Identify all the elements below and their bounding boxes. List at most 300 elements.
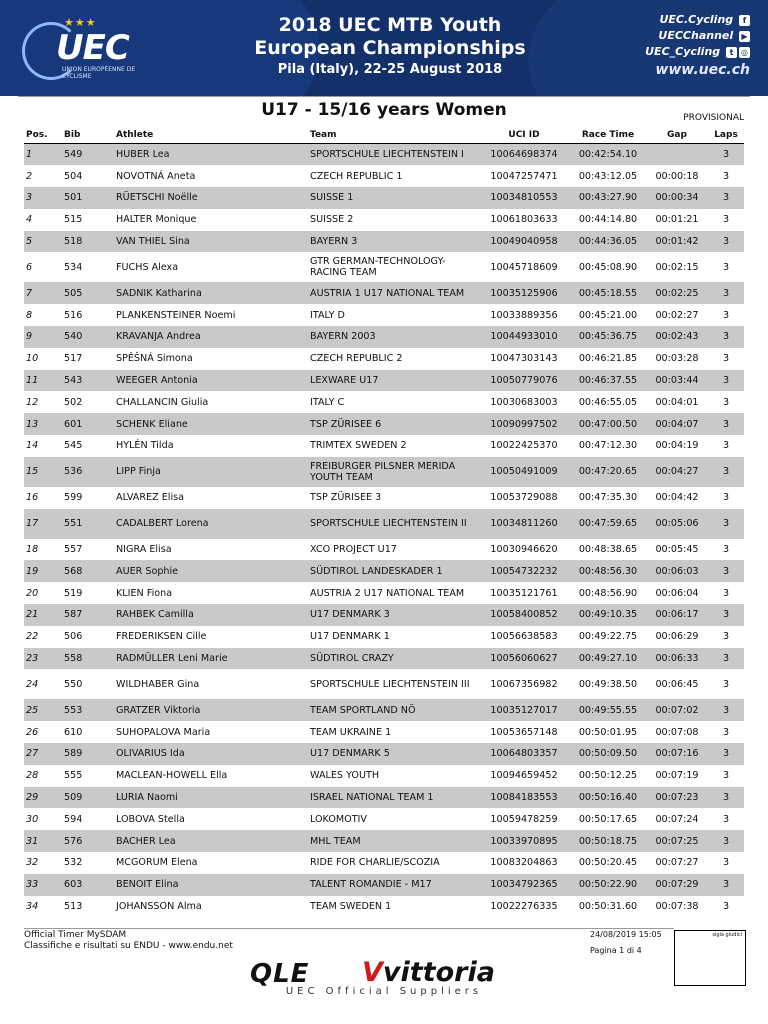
twitter-icon: t [726, 47, 737, 58]
cell-pos: 1 [24, 144, 62, 166]
cell-athlete: HUBER Lea [114, 144, 308, 166]
cell-athlete: FUCHS Alexa [116, 261, 179, 273]
cell-laps: 3 [708, 413, 744, 435]
cell-bib: 557 [64, 544, 83, 556]
cell-team: ISRAEL NATIONAL TEAM 1 [308, 787, 478, 809]
cell-bib: 515 [64, 214, 83, 226]
cell-laps: 3 [722, 678, 730, 690]
table-row [24, 896, 744, 918]
cell-gap: 00:00:34 [646, 187, 708, 209]
cell-pos: 33 [24, 874, 62, 896]
cell-uci: 10033889356 [490, 309, 558, 321]
cell-time: 00:47:12.30 [578, 440, 638, 452]
col-team: Team [308, 127, 478, 144]
table-row [24, 326, 744, 348]
col-laps: Laps [708, 127, 744, 144]
cell-pos: 14 [26, 440, 39, 452]
judges-signature-box [674, 930, 746, 986]
cell-laps: 3 [722, 770, 730, 782]
table-row [24, 582, 744, 604]
cell-gap: 00:02:15 [655, 261, 699, 273]
table-row [24, 743, 744, 765]
cell-uci: 10022425370 [490, 440, 558, 452]
cell-gap: 00:02:25 [646, 282, 708, 304]
cell-athlete: HYLÉN Tilda [116, 440, 174, 452]
cell-athlete: RAHBEK Camilla [114, 604, 308, 626]
cell-gap [646, 144, 708, 166]
table-row [24, 787, 744, 809]
cell-uci: 10056060627 [478, 648, 570, 670]
cell-laps: 3 [722, 726, 730, 738]
cell-pos: 13 [24, 413, 62, 435]
category-title: U17 - 15/16 years Women [261, 100, 507, 120]
cell-athlete: GRATZER Viktoria [114, 699, 308, 721]
cell-team: AUSTRIA 1 U17 NATIONAL TEAM [308, 282, 478, 304]
cell-laps: 3 [708, 457, 744, 487]
cell-athlete: KLIEN Fiona [116, 587, 173, 599]
cell-bib: 534 [64, 261, 83, 273]
table-row [24, 830, 744, 852]
cell-pos: 4 [26, 214, 33, 226]
cell-time: 00:46:37.55 [570, 370, 646, 392]
cell-bib: 589 [62, 743, 114, 765]
cell-time: 00:50:17.65 [578, 813, 638, 825]
cell-athlete: VAN THIEL Sina [114, 231, 308, 253]
cell-team: GTR GERMAN-TECHNOLOGY-RACING TEAM [310, 256, 446, 279]
cell-team: FREIBURGER PILSNER MERIDA YOUTH TEAM [308, 457, 478, 487]
cell-laps: 3 [722, 544, 730, 556]
table-row [24, 509, 744, 539]
cell-bib: 532 [64, 857, 83, 869]
cell-athlete: BENOIT Elina [114, 874, 308, 896]
cell-gap: 00:07:02 [646, 699, 708, 721]
cell-team: SÜDTIROL CRAZY [308, 648, 478, 670]
cell-team: TEAM UKRAINE 1 [310, 726, 392, 738]
instagram-icon: ◎ [739, 47, 750, 58]
footer-right [590, 930, 662, 956]
cell-team: U17 DENMARK 1 [310, 631, 390, 643]
cell-team: BAYERN 2003 [308, 326, 478, 348]
social-facebook[interactable]: UEC.Cycling f [645, 12, 750, 28]
cell-uci: 10035121761 [490, 587, 558, 599]
table-row [24, 626, 744, 648]
cell-athlete: FREDERIKSEN Cille [116, 631, 207, 643]
cell-time: 00:47:35.30 [578, 492, 638, 504]
cell-bib: 550 [64, 678, 83, 690]
cell-time: 00:50:12.25 [578, 770, 638, 782]
table-row [24, 165, 744, 187]
cell-pos: 10 [26, 353, 39, 365]
cell-time: 00:48:56.90 [578, 587, 638, 599]
cell-uci: 10067356982 [490, 678, 558, 690]
cell-time: 00:49:55.55 [570, 699, 646, 721]
table-row [24, 457, 744, 487]
cell-time: 00:45:21.00 [578, 309, 638, 321]
cell-laps: 3 [708, 187, 744, 209]
cell-team: U17 DENMARK 5 [308, 743, 478, 765]
cell-uci: 10035127017 [478, 699, 570, 721]
cell-pos: 32 [26, 857, 39, 869]
cell-pos: 20 [26, 587, 39, 599]
table-row [24, 539, 744, 561]
status-label: PROVISIONAL [683, 113, 744, 123]
cell-bib: 516 [64, 309, 83, 321]
cell-uci: 10050779076 [478, 370, 570, 392]
social-youtube[interactable]: UECChannel ▶ [645, 28, 750, 44]
cell-bib: 504 [64, 170, 83, 182]
cell-pos: 24 [26, 678, 39, 690]
cell-gap: 00:05:45 [655, 544, 699, 556]
logo-subtext: UNION EUROPÉENNE DE CYCLISME [62, 66, 136, 80]
cell-gap: 00:07:27 [655, 857, 699, 869]
cell-team: LEXWARE U17 [308, 370, 478, 392]
cell-laps: 3 [708, 326, 744, 348]
cell-gap: 00:02:43 [646, 326, 708, 348]
cell-gap: 00:04:07 [646, 413, 708, 435]
cell-pos: 18 [26, 544, 39, 556]
cell-athlete: CADALBERT Lorena [114, 509, 308, 539]
cell-athlete: KRAVANJA Andrea [114, 326, 308, 348]
cell-gap: 00:04:19 [655, 440, 699, 452]
cell-laps: 3 [708, 787, 744, 809]
cell-laps: 3 [708, 604, 744, 626]
cell-pos: 29 [24, 787, 62, 809]
cell-uci: 10061803633 [490, 214, 558, 226]
cell-pos: 21 [24, 604, 62, 626]
cell-laps: 3 [722, 631, 730, 643]
cell-laps: 3 [722, 353, 730, 365]
cell-pos: 5 [24, 231, 62, 253]
cell-uci: 10083204863 [490, 857, 558, 869]
col-bib: Bib [62, 127, 114, 144]
cell-laps: 3 [708, 743, 744, 765]
table-row [24, 209, 744, 231]
footer-timer: Official Timer MySDAM [24, 930, 127, 940]
cell-athlete: RÜETSCHI Noëlle [114, 187, 308, 209]
social-twitter-instagram[interactable]: UEC_Cycling t ◎ [645, 44, 750, 60]
cell-team: SPORTSCHULE LIECHTENSTEIN I [308, 144, 478, 166]
cell-time: 00:47:59.65 [570, 509, 646, 539]
cell-uci: 10053729088 [490, 492, 558, 504]
cell-bib: 517 [64, 353, 83, 365]
table-row [24, 648, 744, 670]
cell-uci: 10034811260 [478, 509, 570, 539]
cell-bib: 601 [62, 413, 114, 435]
cell-bib: 599 [64, 492, 83, 504]
table-row [24, 391, 744, 413]
cell-uci: 10034792365 [478, 874, 570, 896]
table-row [24, 669, 744, 699]
cell-uci: 10056638583 [490, 631, 558, 643]
cell-athlete: SUHOPALOVA Maria [116, 726, 211, 738]
cell-time: 00:47:00.50 [570, 413, 646, 435]
cell-athlete: WILDHABER Gina [116, 678, 200, 690]
cell-athlete: ALVAREZ Elisa [116, 492, 184, 504]
table-row [24, 187, 744, 209]
cell-uci: 10047303143 [490, 353, 558, 365]
cell-bib: 555 [64, 770, 83, 782]
cell-team: AUSTRIA 2 U17 NATIONAL TEAM [310, 587, 465, 599]
cell-bib: 553 [62, 699, 114, 721]
table-row [24, 604, 744, 626]
cell-time: 00:50:16.40 [570, 787, 646, 809]
cell-uci: 10047257471 [490, 170, 558, 182]
cell-uci: 10053657148 [490, 726, 558, 738]
cell-bib: 610 [64, 726, 83, 738]
cell-athlete: SPĚŠNÁ Simona [116, 353, 193, 365]
cell-athlete: NIGRA Elisa [116, 544, 172, 556]
cell-athlete: PLANKENSTEINER Noemi [116, 309, 236, 321]
header-banner [0, 0, 768, 96]
event-subtitle: Pila (Italy), 22-25 August 2018 [277, 62, 503, 77]
cell-gap: 00:07:24 [655, 813, 699, 825]
cell-uci: 10049040958 [478, 231, 570, 253]
cell-team: SPORTSCHULE LIECHTENSTEIN III [310, 678, 470, 690]
cell-uci: 10059478259 [490, 813, 558, 825]
cell-bib: 536 [62, 457, 114, 487]
cell-bib: 576 [62, 830, 114, 852]
cell-laps: 3 [722, 396, 730, 408]
cell-athlete: WEEGER Antonia [114, 370, 308, 392]
cell-laps: 3 [722, 901, 730, 912]
table-row [24, 282, 744, 304]
cell-gap: 00:01:42 [646, 231, 708, 253]
col-pos: Pos. [24, 127, 62, 144]
cell-athlete: RADMÜLLER Leni Marie [114, 648, 308, 670]
cell-bib: 518 [62, 231, 114, 253]
logo-text: UEC [56, 28, 129, 68]
cell-laps: 3 [708, 282, 744, 304]
vittoria-v-icon: V [362, 957, 383, 988]
table-row [24, 721, 744, 743]
results-table [24, 127, 744, 917]
cell-athlete: MACLEAN-HOWELL Ella [116, 770, 228, 782]
cell-gap: 00:03:44 [646, 370, 708, 392]
cell-bib: 513 [64, 901, 83, 912]
cell-pos: 8 [26, 309, 33, 321]
cell-pos: 26 [26, 726, 39, 738]
cell-uci: 10064803357 [478, 743, 570, 765]
cell-time: 00:45:36.75 [570, 326, 646, 348]
table-row [24, 765, 744, 787]
footer-results: Classifiche e risultati su ENDU - www.endu.net [24, 941, 233, 951]
table-row [24, 252, 744, 282]
cell-team: RIDE FOR CHARLIE/SCOZIA [310, 857, 440, 869]
cell-gap: 00:04:01 [655, 396, 699, 408]
uec-logo [22, 18, 162, 80]
cell-bib: 506 [64, 631, 83, 643]
cell-uci: 10064698374 [478, 144, 570, 166]
cell-laps: 3 [708, 830, 744, 852]
cell-bib: 603 [62, 874, 114, 896]
cell-laps: 3 [708, 509, 744, 539]
cell-bib: 501 [62, 187, 114, 209]
cell-gap: 00:04:27 [646, 457, 708, 487]
cell-pos: 11 [24, 370, 62, 392]
cell-gap: 00:06:29 [655, 631, 699, 643]
cell-laps: 3 [722, 813, 730, 825]
cell-uci: 10084183553 [478, 787, 570, 809]
cell-laps: 3 [722, 309, 730, 321]
table-row [24, 435, 744, 457]
footer-page: Pagina 1 di 4 [590, 946, 642, 955]
footer-left [24, 930, 233, 952]
cell-athlete: JOHANSSON Alma [116, 901, 202, 912]
cell-athlete: NOVOTNÁ Aneta [116, 170, 196, 182]
youtube-icon: ▶ [739, 31, 750, 42]
cell-time: 00:45:18.55 [570, 282, 646, 304]
cell-gap: 00:03:28 [655, 353, 699, 365]
cell-pos: 2 [26, 170, 33, 182]
cell-pos: 34 [26, 901, 39, 912]
vittoria-logo: Vvittoria [362, 957, 495, 988]
cell-athlete: CHALLANCIN Giulia [116, 396, 209, 408]
cell-bib: 549 [62, 144, 114, 166]
cell-pos: 15 [24, 457, 62, 487]
cell-pos: 9 [24, 326, 62, 348]
cell-team: TSP ZÜRISEE 3 [310, 492, 382, 504]
cell-team: TSP ZÜRISEE 6 [308, 413, 478, 435]
ale-logo: QLE [250, 959, 310, 989]
cell-uci: 10090997502 [478, 413, 570, 435]
col-race-time: Race Time [570, 127, 646, 144]
cell-time: 00:50:31.60 [578, 901, 638, 912]
title-line-2: European Championships [254, 37, 526, 59]
table-row [24, 144, 744, 166]
table-row [24, 304, 744, 326]
cell-laps: 3 [708, 370, 744, 392]
cell-time: 00:46:21.85 [578, 353, 638, 365]
cell-laps: 3 [722, 587, 730, 599]
col-gap: Gap [646, 127, 708, 144]
cell-time: 00:50:22.90 [570, 874, 646, 896]
cell-time: 00:48:56.30 [570, 560, 646, 582]
cell-team: SÜDTIROL LANDESKADER 1 [308, 560, 478, 582]
cell-team: ITALY D [310, 309, 345, 321]
cell-pos: 23 [24, 648, 62, 670]
cell-athlete: SCHENK Eliane [114, 413, 308, 435]
cell-gap: 00:05:06 [646, 509, 708, 539]
table-row [24, 370, 744, 392]
cell-pos: 22 [26, 631, 39, 643]
website-link[interactable]: www.uec.ch [655, 62, 750, 78]
cell-team: TEAM SWEDEN 1 [310, 901, 392, 912]
table-row [24, 348, 744, 370]
cell-laps: 3 [708, 560, 744, 582]
cell-time: 00:50:18.75 [570, 830, 646, 852]
cell-laps: 3 [708, 231, 744, 253]
divider [18, 96, 750, 97]
cell-time: 00:50:09.50 [570, 743, 646, 765]
cell-bib: 558 [62, 648, 114, 670]
cell-laps: 3 [722, 170, 730, 182]
footer-datetime: 24/08/2019 15:05 [590, 930, 662, 939]
cell-gap: 00:07:19 [655, 770, 699, 782]
cell-gap: 00:00:18 [655, 170, 699, 182]
cell-laps: 3 [722, 857, 730, 869]
cell-team: U17 DENMARK 3 [308, 604, 478, 626]
cell-laps: 3 [722, 440, 730, 452]
cell-athlete: HALTER Monique [116, 214, 197, 226]
cell-bib: 543 [62, 370, 114, 392]
cell-gap: 00:07:25 [646, 830, 708, 852]
cell-laps: 3 [708, 648, 744, 670]
cell-athlete: SADNIK Katharina [114, 282, 308, 304]
cell-team: MHL TEAM [308, 830, 478, 852]
cell-gap: 00:06:03 [646, 560, 708, 582]
cell-athlete: LURIA Naomi [114, 787, 308, 809]
table-row [24, 413, 744, 435]
cell-team: CZECH REPUBLIC 1 [310, 170, 403, 182]
cell-gap: 00:07:16 [646, 743, 708, 765]
cell-athlete: LIPP Finja [114, 457, 308, 487]
cell-pos: 3 [24, 187, 62, 209]
footer-divider [24, 928, 674, 929]
cell-athlete: BACHER Lea [114, 830, 308, 852]
cell-laps: 3 [722, 261, 730, 273]
cell-pos: 7 [24, 282, 62, 304]
table-row [24, 231, 744, 253]
cell-time: 00:42:54.10 [570, 144, 646, 166]
cell-bib: 545 [64, 440, 83, 452]
suppliers-label: UEC Official Suppliers [285, 986, 483, 997]
cell-gap: 00:07:08 [655, 726, 699, 738]
signature-label: sigla giudici [712, 932, 742, 938]
cell-team: WALES YOUTH [310, 770, 380, 782]
cell-time: 00:47:20.65 [570, 457, 646, 487]
table-header [24, 127, 744, 144]
cell-bib: 587 [62, 604, 114, 626]
cell-uci: 10030946620 [490, 544, 558, 556]
cell-pos: 6 [26, 261, 33, 273]
social-links [645, 12, 750, 78]
cell-time: 00:44:14.80 [578, 214, 638, 226]
cell-laps: 3 [708, 699, 744, 721]
cell-bib: 505 [62, 282, 114, 304]
cell-uci: 10033970895 [478, 830, 570, 852]
cell-team: LOKOMOTIV [310, 813, 367, 825]
col-athlete: Athlete [114, 127, 308, 144]
cell-pos: 17 [24, 509, 62, 539]
cell-uci: 10030683003 [490, 396, 558, 408]
cell-bib: 519 [64, 587, 83, 599]
cell-pos: 27 [24, 743, 62, 765]
cell-team: TRIMTEX SWEDEN 2 [310, 440, 407, 452]
cell-pos: 28 [26, 770, 39, 782]
cell-time: 00:50:01.95 [578, 726, 638, 738]
cell-pos: 30 [26, 813, 39, 825]
cell-gap: 00:07:38 [655, 901, 699, 912]
cell-time: 00:48:38.65 [578, 544, 638, 556]
cell-gap: 00:07:29 [646, 874, 708, 896]
cell-time: 00:44:36.05 [570, 231, 646, 253]
cell-gap: 00:04:42 [655, 492, 699, 504]
cell-pos: 12 [26, 396, 39, 408]
cell-gap: 00:06:04 [655, 587, 699, 599]
table-row [24, 874, 744, 896]
cell-pos: 19 [24, 560, 62, 582]
facebook-icon: f [739, 15, 750, 26]
cell-time: 00:50:20.45 [578, 857, 638, 869]
cell-uci: 10034810553 [478, 187, 570, 209]
cell-gap: 00:07:23 [646, 787, 708, 809]
cell-gap: 00:06:33 [646, 648, 708, 670]
col-uci-id: UCI ID [478, 127, 570, 144]
cell-pos: 31 [24, 830, 62, 852]
cell-time: 00:49:38.50 [578, 678, 638, 690]
cell-laps: 3 [708, 874, 744, 896]
table-row [24, 699, 744, 721]
